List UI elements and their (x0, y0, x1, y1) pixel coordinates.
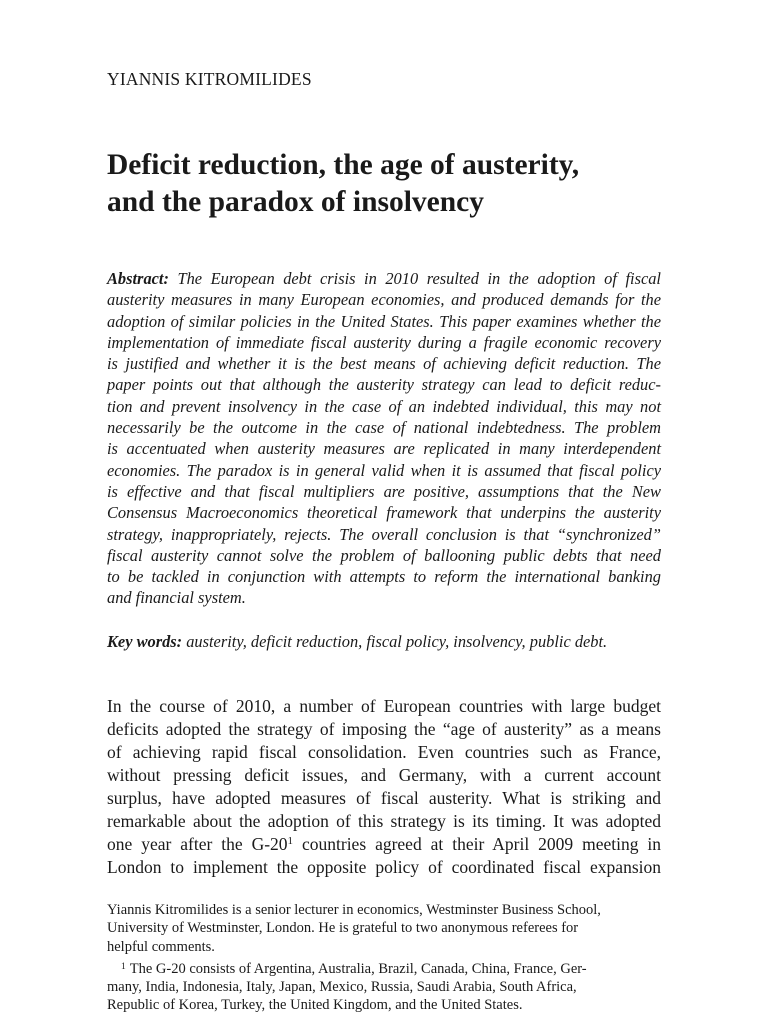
abstract-line: implementation of immediate fiscal austerity during a fragile economic recovery (107, 332, 661, 352)
footnote-line: Yiannis Kitromilides is a senior lecturer in economics, Westminster Business School, (107, 902, 601, 918)
footnote-line: helpful comments. (107, 938, 215, 955)
abstract-line: economies. The paradox is in general valid when it is assumed that fiscal policy (107, 460, 661, 480)
body-line-text: one year after the G-20 (107, 834, 288, 854)
body-line: of achieving rapid fiscal consolidation. Even countries such as France, (107, 742, 661, 762)
abstract-line: paper points out that although the austerity strategy can lead to deficit reduc- (107, 375, 661, 395)
abstract-line: fiscal austerity cannot solve the problem of ballooning public debts that need (107, 545, 661, 565)
title-line: and the paradox of insolvency (107, 186, 484, 218)
author-affiliation-note (107, 901, 661, 956)
abstract-line: is accentuated when austerity measures are replicated in many interdependent (107, 439, 661, 459)
footnote-line: The G-20 consists of Argentina, Australia, Brazil, Canada, China, France, Ger- (129, 960, 587, 977)
body-line: In the course of 2010, a number of European countries with large budget (107, 696, 661, 716)
footnote-marker: 1 (121, 961, 126, 972)
keywords (107, 631, 661, 652)
abstract-line: austerity measures in many European economies, and produced demands for the (107, 290, 661, 310)
footnote-1 (107, 960, 661, 1015)
abstract-label: Abstract: (107, 269, 169, 288)
abstract-line-text: The European debt crisis in 2010 resulted in the adoption of fiscal (177, 269, 661, 288)
keywords-label: Key words: (107, 632, 183, 651)
abstract-line: is effective and that fiscal multipliers are positive, assumptions that the New (107, 481, 661, 501)
abstract-line: is justified and whether it is the best means of achieving deficit reduction. The (107, 354, 661, 374)
abstract-line: adoption of similar policies in the United States. This paper examines whether the (107, 311, 661, 331)
author-name: YIANNIS KITROMILIDES (107, 69, 312, 89)
body-line: without pressing deficit issues, and Germany, with a current account (107, 765, 661, 785)
abstract-line: to be tackled in conjunction with attempts to reform the international banking (107, 567, 661, 587)
body-line-text: countries agreed at their April 2009 meeting in (293, 834, 661, 854)
body-paragraph (107, 695, 661, 879)
abstract-line: tion and prevent insolvency in the case of an indebted individual, this may not (107, 396, 661, 416)
abstract-line (107, 268, 661, 289)
abstract-line: Consensus Macroeconomics theoretical framework that underpins the austerity (107, 503, 661, 523)
body-line: surplus, have adopted measures of fiscal austerity. What is striking and (107, 788, 661, 808)
body-line: remarkable about the adoption of this strategy is its timing. It was adopted (107, 811, 661, 831)
abstract-line: strategy, inappropriately, rejects. The overall conclusion is that “synchronized” (107, 524, 661, 544)
body-line: London to implement the opposite policy of coordinated fiscal expansion (107, 857, 661, 877)
abstract (107, 268, 661, 609)
title-line: Deficit reduction, the age of austerity, (107, 149, 580, 181)
abstract-line: and financial system. (107, 588, 246, 608)
keywords-text: austerity, deficit reduction, fiscal policy, insolvency, public debt. (186, 632, 608, 651)
body-line: deficits adopted the strategy of imposing the “age of austerity” as a means (107, 719, 661, 739)
footnote-line: University of Westminster, London. He is grateful to two anonymous referees for (107, 920, 579, 937)
article-title (107, 147, 667, 221)
footnotes (107, 901, 661, 1015)
footnote-line: Republic of Korea, Turkey, the United Kingdom, and the United States. (107, 997, 523, 1014)
abstract-line: necessarily be the outcome in the case of national indebtedness. The problem (107, 418, 661, 438)
footnote-ref[interactable]: 1 (287, 835, 294, 847)
footnote-line: many, India, Indonesia, Italy, Japan, Mexico, Russia, Saudi Arabia, South Africa, (107, 979, 577, 996)
body-line (107, 833, 661, 856)
